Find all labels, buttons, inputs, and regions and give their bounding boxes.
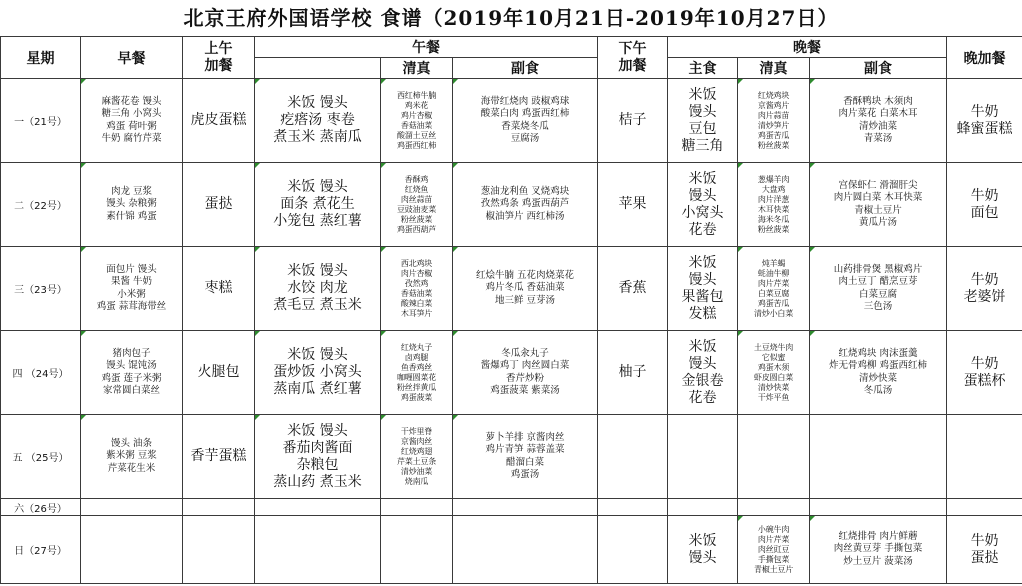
dinner-side-cell xyxy=(810,499,947,516)
menu-item: 清炒快菜 xyxy=(757,382,790,392)
lunch-main-cell xyxy=(255,499,381,516)
breakfast-cell xyxy=(81,163,183,247)
breakfast-cell xyxy=(81,516,183,584)
menu-item: 木耳快菜 xyxy=(757,204,790,214)
night-snack-cell xyxy=(947,331,1022,415)
am-snack-cell xyxy=(183,79,255,163)
menu-item: 米饭 xyxy=(688,170,717,187)
dinner-staple-cell xyxy=(668,415,738,499)
menu-item: 米饭 馒头 xyxy=(287,263,348,279)
menu-item: 肉片蒜苗 xyxy=(757,110,790,120)
lunch-side-cell xyxy=(453,163,598,247)
lunch-side-cell xyxy=(453,415,598,499)
menu-item: 红烧丸子 xyxy=(400,342,433,352)
dinner-side-cell xyxy=(810,516,947,584)
menu-item: 肉丝蒜苗 xyxy=(400,194,433,204)
menu-item: 牛奶 xyxy=(970,187,999,204)
menu-item: 青菜汤 xyxy=(863,133,893,144)
menu-item: 酸辣白菜 xyxy=(400,298,433,308)
menu-item: 干炸平鱼 xyxy=(757,392,790,402)
menu-item: 肉片菜花 白菜木耳 xyxy=(838,108,918,119)
header-dinner-side: 副食 xyxy=(810,58,947,79)
menu-item: 馒头 馄饨汤 xyxy=(106,360,157,371)
dinner-staple-cell xyxy=(668,331,738,415)
menu-item: 清炒油菜 xyxy=(400,466,433,476)
menu-item: 发糕 xyxy=(688,305,717,322)
menu-item: 柚子 xyxy=(618,364,647,380)
menu-item: 青椒土豆片 xyxy=(754,564,794,574)
menu-item: 红烧鸡块 肉沫蛋羹 xyxy=(838,347,918,359)
menu-item: 京酱鸡片 xyxy=(757,100,790,110)
menu-item: 馒头 xyxy=(688,549,717,566)
menu-item: 紫米粥 豆浆 xyxy=(106,450,157,462)
dinner-staple-cell xyxy=(668,163,738,247)
dinner-halal-cell xyxy=(738,247,810,331)
menu-item: 蛋炒饭 小窝头 xyxy=(273,364,362,380)
menu-item: 宫保虾仁 滑溜肝尖 xyxy=(838,179,918,191)
am-snack-cell xyxy=(183,415,255,499)
dinner-staple-cell xyxy=(668,247,738,331)
menu-item: 肉片圆白菜 木耳快菜 xyxy=(833,192,923,203)
night-snack-cell xyxy=(947,415,1022,499)
pm-snack-cell xyxy=(598,499,668,516)
menu-item: 土豆烧牛肉 xyxy=(754,342,794,352)
menu-item: 蛋糕杯 xyxy=(963,372,1006,389)
menu-item: 牛奶 xyxy=(970,355,999,372)
lunch-halal-cell xyxy=(381,499,453,516)
menu-item: 肉片芹菜 xyxy=(757,534,790,544)
menu-item: 干炸里脊 xyxy=(400,426,433,436)
menu-item: 酸菜白肉 鸡蛋西红柿 xyxy=(480,108,570,119)
day-row xyxy=(1,331,1022,415)
night-snack-cell xyxy=(947,516,1022,584)
lunch-halal-cell xyxy=(381,247,453,331)
menu-item: 牛奶 xyxy=(970,103,999,120)
breakfast-cell xyxy=(81,247,183,331)
pm-snack-cell xyxy=(598,516,668,584)
pm-snack-cell xyxy=(598,415,668,499)
menu-item: 咖喱圆菜花 xyxy=(397,372,436,382)
menu-item: 黄瓜片汤 xyxy=(859,217,898,228)
menu-item: 肉丝豇豆 xyxy=(757,544,790,554)
menu-item: 酱爆鸡丁 肉丝圆白菜 xyxy=(480,360,570,371)
menu-item: 鸡片青笋 蒜蓉盖菜 xyxy=(485,444,565,455)
menu-item: 老婆饼 xyxy=(963,288,1006,305)
header-weekday: 星期 xyxy=(1,37,81,79)
menu-item: 西北鸡块 xyxy=(400,258,433,268)
menu-item: 香菇油菜 xyxy=(400,288,433,298)
menu-item: 香酥鸡 xyxy=(404,174,429,184)
menu-item: 豆豉油麦菜 xyxy=(397,204,436,214)
breakfast-cell xyxy=(81,499,183,516)
menu-item: 萝卜羊排 京酱肉丝 xyxy=(485,431,565,443)
menu-item: 香酥鸭块 木须肉 xyxy=(843,95,913,107)
menu-item: 果酱 牛奶 xyxy=(110,276,153,287)
lunch-side-cell xyxy=(453,516,598,584)
menu-item: 鸡蛋菠菜 xyxy=(400,392,433,402)
menu-item: 葱爆羊肉 xyxy=(757,174,790,184)
header-dinner-staple: 主食 xyxy=(668,58,738,79)
dinner-halal-cell xyxy=(738,516,810,584)
menu-item: 炸无骨鸡柳 鸡蛋西红柿 xyxy=(829,360,928,371)
menu-item: 鱼香鸡丝 xyxy=(400,362,433,372)
am-snack-cell xyxy=(183,331,255,415)
day-label: 五 （25号） xyxy=(1,415,81,499)
am-snack-cell xyxy=(183,247,255,331)
menu-item: 面包 xyxy=(970,204,999,221)
day-label: 三（23号） xyxy=(1,247,81,331)
menu-item: 米饭 xyxy=(688,532,717,549)
menu-item: 葱油龙利鱼 叉烧鸡块 xyxy=(480,185,570,197)
menu-table xyxy=(0,36,1022,584)
menu-item: 糖三角 小窝头 xyxy=(101,108,162,119)
menu-item: 米饭 馒头 xyxy=(287,179,348,195)
dinner-halal-cell xyxy=(738,415,810,499)
menu-item: 炖羊蝎 xyxy=(761,258,786,268)
menu-item: 桔子 xyxy=(618,112,647,128)
menu-item: 馒头 xyxy=(688,187,717,204)
menu-item: 清炒笋片 xyxy=(757,120,790,130)
menu-item: 鸡蛋苦瓜 xyxy=(757,130,790,140)
day-label: 一（21号） xyxy=(1,79,81,163)
menu-item: 小碗牛肉 xyxy=(757,524,790,534)
am-snack-cell xyxy=(183,516,255,584)
menu-item: 面条 煮花生 xyxy=(280,196,355,212)
menu-item: 肉土豆丁 醋烹豆芽 xyxy=(838,276,918,287)
lunch-main-cell xyxy=(255,247,381,331)
lunch-side-cell xyxy=(453,331,598,415)
lunch-halal-cell xyxy=(381,163,453,247)
menu-item: 素什锦 鸡蛋 xyxy=(106,210,157,222)
menu-item: 红烩牛腩 五花肉烧菜花 xyxy=(476,269,575,281)
menu-item: 蒸南瓜 煮红薯 xyxy=(273,381,362,397)
dinner-staple-cell xyxy=(668,516,738,584)
menu-item: 牛奶 xyxy=(970,532,999,549)
menu-item: 花卷 xyxy=(688,389,717,406)
menu-item: 醋溜白菜 xyxy=(506,456,545,468)
dinner-staple-cell xyxy=(668,499,738,516)
menu-item: 麻酱花卷 馒头 xyxy=(101,95,162,107)
lunch-side-cell xyxy=(453,79,598,163)
menu-item: 小窝头 xyxy=(681,204,724,221)
dinner-halal-cell xyxy=(738,79,810,163)
menu-item: 木耳笋片 xyxy=(400,308,433,318)
menu-item: 米饭 馒头 xyxy=(287,422,348,439)
menu-item: 虾皮圆白菜 xyxy=(754,372,794,382)
menu-item: 红烧鸡块 xyxy=(757,90,790,100)
menu-item: 馒头 xyxy=(688,103,717,120)
menu-item: 红烧鸡翅 xyxy=(400,446,433,456)
day-label: 四 （24号） xyxy=(1,331,81,415)
header-lunch: 午餐 xyxy=(255,37,598,58)
menu-item: 粉丝拌黄瓜 xyxy=(397,382,436,392)
pm-snack-cell xyxy=(598,163,668,247)
header-dinner-halal: 清真 xyxy=(738,58,810,79)
menu-item: 鸡蛋汤 xyxy=(510,469,540,480)
menu-item: 海米冬瓜 xyxy=(757,214,790,224)
menu-item: 鸡蛋西葫芦 xyxy=(397,224,436,234)
night-snack-cell xyxy=(947,163,1022,247)
dinner-side-cell xyxy=(810,79,947,163)
menu-item: 清炒小白菜 xyxy=(754,308,794,318)
header-breakfast: 早餐 xyxy=(81,37,183,79)
day-row xyxy=(1,79,1022,163)
menu-item: 杂粮包 xyxy=(296,456,339,473)
menu-item: 苹果 xyxy=(618,196,647,212)
header-am-snack-label: 上午加餐 xyxy=(204,40,233,74)
menu-item: 肉片洋葱 xyxy=(757,194,790,204)
dinner-halal-cell xyxy=(738,499,810,516)
menu-item: 面包片 馒头 xyxy=(106,263,157,275)
menu-item: 山药排骨煲 黑椒鸡片 xyxy=(833,263,923,275)
breakfast-cell xyxy=(81,415,183,499)
day-row xyxy=(1,516,1022,584)
menu-item: 米饭 xyxy=(688,338,717,355)
header-am-snack xyxy=(183,37,255,79)
pm-snack-cell xyxy=(598,247,668,331)
day-row xyxy=(1,415,1022,499)
menu-item: 蚝油牛柳 xyxy=(757,268,790,278)
menu-item: 馒头 杂粮粥 xyxy=(106,198,157,210)
dinner-halal-cell xyxy=(738,331,810,415)
menu-item: 肉丝黄豆芽 手撕包菜 xyxy=(833,543,923,555)
menu-item: 蒸山药 煮玉米 xyxy=(273,473,362,490)
lunch-main-cell xyxy=(255,163,381,247)
menu-item: 蛋挞 xyxy=(204,196,233,212)
lunch-main-cell xyxy=(255,516,381,584)
menu-item: 蜂蜜蛋糕 xyxy=(956,120,1013,137)
menu-item: 红烧排骨 肉片鲜蘑 xyxy=(838,530,918,542)
am-snack-cell xyxy=(183,163,255,247)
menu-item: 肉片杏椒 xyxy=(400,268,433,278)
menu-item: 馒头 油条 xyxy=(110,437,153,449)
dinner-side-cell xyxy=(810,415,947,499)
header-lunch-side: 副食 xyxy=(453,58,598,79)
menu-item: 小笼包 蒸红薯 xyxy=(273,213,362,229)
menu-item: 豆包 xyxy=(688,120,717,137)
menu-item: 清炒油菜 xyxy=(859,120,898,132)
dinner-side-cell xyxy=(810,247,947,331)
menu-item: 鸡蛋苦瓜 xyxy=(757,298,790,308)
menu-item: 香菜烧冬瓜 xyxy=(501,120,549,132)
menu-item: 火腿包 xyxy=(197,364,240,380)
dinner-staple-cell xyxy=(668,79,738,163)
night-snack-cell xyxy=(947,499,1022,516)
pm-snack-cell xyxy=(598,79,668,163)
menu-item: 香芹炒粉 xyxy=(506,372,545,384)
breakfast-cell xyxy=(81,331,183,415)
menu-item: 蛋挞 xyxy=(970,549,999,566)
menu-item: 香蕉 xyxy=(618,280,647,296)
menu-item: 米饭 xyxy=(688,86,717,103)
header-pm-snack xyxy=(598,37,668,79)
menu-item: 红烧鱼 xyxy=(404,184,429,194)
menu-item: 卤鸡腿 xyxy=(404,352,429,362)
menu-item: 三色汤 xyxy=(863,301,893,312)
menu-item: 清炒快菜 xyxy=(859,372,898,384)
menu-item: 疙瘩汤 枣卷 xyxy=(280,112,355,128)
dinner-halal-cell xyxy=(738,163,810,247)
menu-item: 馒头 xyxy=(688,271,717,288)
menu-item: 肉片芹菜 xyxy=(757,278,790,288)
menu-item: 馒头 xyxy=(688,355,717,372)
menu-item: 孜然鸡条 鸡蛋西葫芦 xyxy=(480,198,570,210)
day-row xyxy=(1,163,1022,247)
menu-item: 番茄肉酱面 xyxy=(282,439,353,456)
menu-item: 香芋蛋糕 xyxy=(190,448,247,464)
menu-item: 豆腐汤 xyxy=(510,133,540,144)
menu-item: 芹菜土豆条 xyxy=(397,456,436,466)
menu-item: 椒油笋片 西红柿汤 xyxy=(485,210,565,222)
menu-item: 地三鲜 豆芽汤 xyxy=(495,294,556,306)
day-label: 六（26号） xyxy=(1,499,81,516)
menu-item: 西红柿牛腩 xyxy=(397,90,436,100)
menu-body xyxy=(1,79,1022,584)
menu-item: 海带红烧肉 豉椒鸡球 xyxy=(480,95,570,107)
menu-item: 粉丝菠菜 xyxy=(400,214,433,224)
menu-item: 青椒土豆片 xyxy=(854,204,902,216)
lunch-main-cell xyxy=(255,415,381,499)
page-title: 北京王府外国语学校 食谱（2019年10月21日-2019年10月27日） xyxy=(183,6,839,30)
menu-item: 香菇油菜 xyxy=(400,120,433,130)
lunch-side-cell xyxy=(453,499,598,516)
menu-item: 花卷 xyxy=(688,221,717,238)
lunch-halal-cell xyxy=(381,331,453,415)
menu-item: 家常圆白菜丝 xyxy=(102,385,160,396)
menu-item: 鸡蛋西红柿 xyxy=(397,140,436,150)
menu-item: 米饭 xyxy=(688,254,717,271)
menu-item: 粉丝菠菜 xyxy=(757,224,790,234)
menu-item: 京酱肉丝 xyxy=(400,436,433,446)
lunch-main-cell xyxy=(255,331,381,415)
menu-item: 粉丝菠菜 xyxy=(757,140,790,150)
menu-item: 鸡米花 xyxy=(404,100,429,110)
menu-item: 米饭 馒头 xyxy=(287,347,348,363)
header-night-snack: 晚加餐 xyxy=(947,37,1022,79)
menu-item: 它似蜜 xyxy=(761,352,786,362)
menu-item: 金银卷 xyxy=(681,372,724,389)
menu-item: 鸡片杏椒 xyxy=(400,110,433,120)
menu-item: 大盘鸡 xyxy=(761,184,786,194)
menu-item: 鸡蛋菠菜 紫菜汤 xyxy=(490,385,560,396)
menu-item: 冬瓜汤 xyxy=(863,385,893,396)
menu-item: 白菜豆腐 xyxy=(859,288,898,300)
menu-item: 糖三角 xyxy=(681,137,724,154)
menu-item: 果酱包 xyxy=(681,288,724,305)
night-snack-cell xyxy=(947,247,1022,331)
lunch-main-cell xyxy=(255,79,381,163)
menu-item: 白菜豆腐 xyxy=(757,288,790,298)
night-snack-cell xyxy=(947,79,1022,163)
lunch-side-cell xyxy=(453,247,598,331)
lunch-halal-cell xyxy=(381,516,453,584)
menu-item: 米饭 馒头 xyxy=(287,95,348,111)
header-row-1 xyxy=(1,37,1022,58)
day-label: 二（22号） xyxy=(1,163,81,247)
menu-item: 猪肉包子 xyxy=(112,347,151,359)
menu-item: 炒土豆片 菠菜汤 xyxy=(843,555,913,567)
menu-item: 小米粥 xyxy=(117,288,146,300)
menu-item: 水饺 肉龙 xyxy=(287,280,348,296)
day-label: 日（27号） xyxy=(1,516,81,584)
menu-item: 烧南瓜 xyxy=(404,476,429,486)
header-dinner: 晚餐 xyxy=(668,37,947,58)
menu-item: 虎皮蛋糕 xyxy=(190,112,247,128)
menu-item: 酸溜土豆丝 xyxy=(397,130,436,140)
menu-item: 手撕包菜 xyxy=(757,554,790,564)
menu-item: 鸡蛋木须 xyxy=(757,362,790,372)
menu-item: 芹菜花生米 xyxy=(107,462,156,474)
header-pm-snack-label: 下午加餐 xyxy=(618,40,647,74)
header-lunch-halal: 清真 xyxy=(381,58,453,79)
breakfast-cell xyxy=(81,79,183,163)
menu-item: 孜然鸡 xyxy=(404,278,429,288)
menu-item: 煮玉米 蒸南瓜 xyxy=(273,129,362,145)
menu-item: 冬瓜汆丸子 xyxy=(501,347,549,359)
menu-item: 鸡蛋 莲子米粥 xyxy=(101,372,162,384)
lunch-halal-cell xyxy=(381,415,453,499)
menu-item: 煮毛豆 煮玉米 xyxy=(273,297,362,313)
lunch-halal-cell xyxy=(381,79,453,163)
menu-item: 牛奶 xyxy=(970,271,999,288)
menu-item: 鸡蛋 荷叶粥 xyxy=(106,120,157,132)
dinner-side-cell xyxy=(810,163,947,247)
menu-item: 牛奶 腐竹芹菜 xyxy=(101,133,162,144)
header-lunch-blank xyxy=(255,58,381,79)
am-snack-cell xyxy=(183,499,255,516)
menu-item: 肉龙 豆浆 xyxy=(110,185,153,197)
menu-item: 枣糕 xyxy=(204,280,233,296)
pm-snack-cell xyxy=(598,331,668,415)
day-row xyxy=(1,247,1022,331)
dinner-side-cell xyxy=(810,331,947,415)
menu-item: 鸡蛋 蒜茸海带丝 xyxy=(96,301,167,312)
menu-item: 鸡片冬瓜 香菇油菜 xyxy=(485,282,565,294)
day-row xyxy=(1,499,1022,516)
